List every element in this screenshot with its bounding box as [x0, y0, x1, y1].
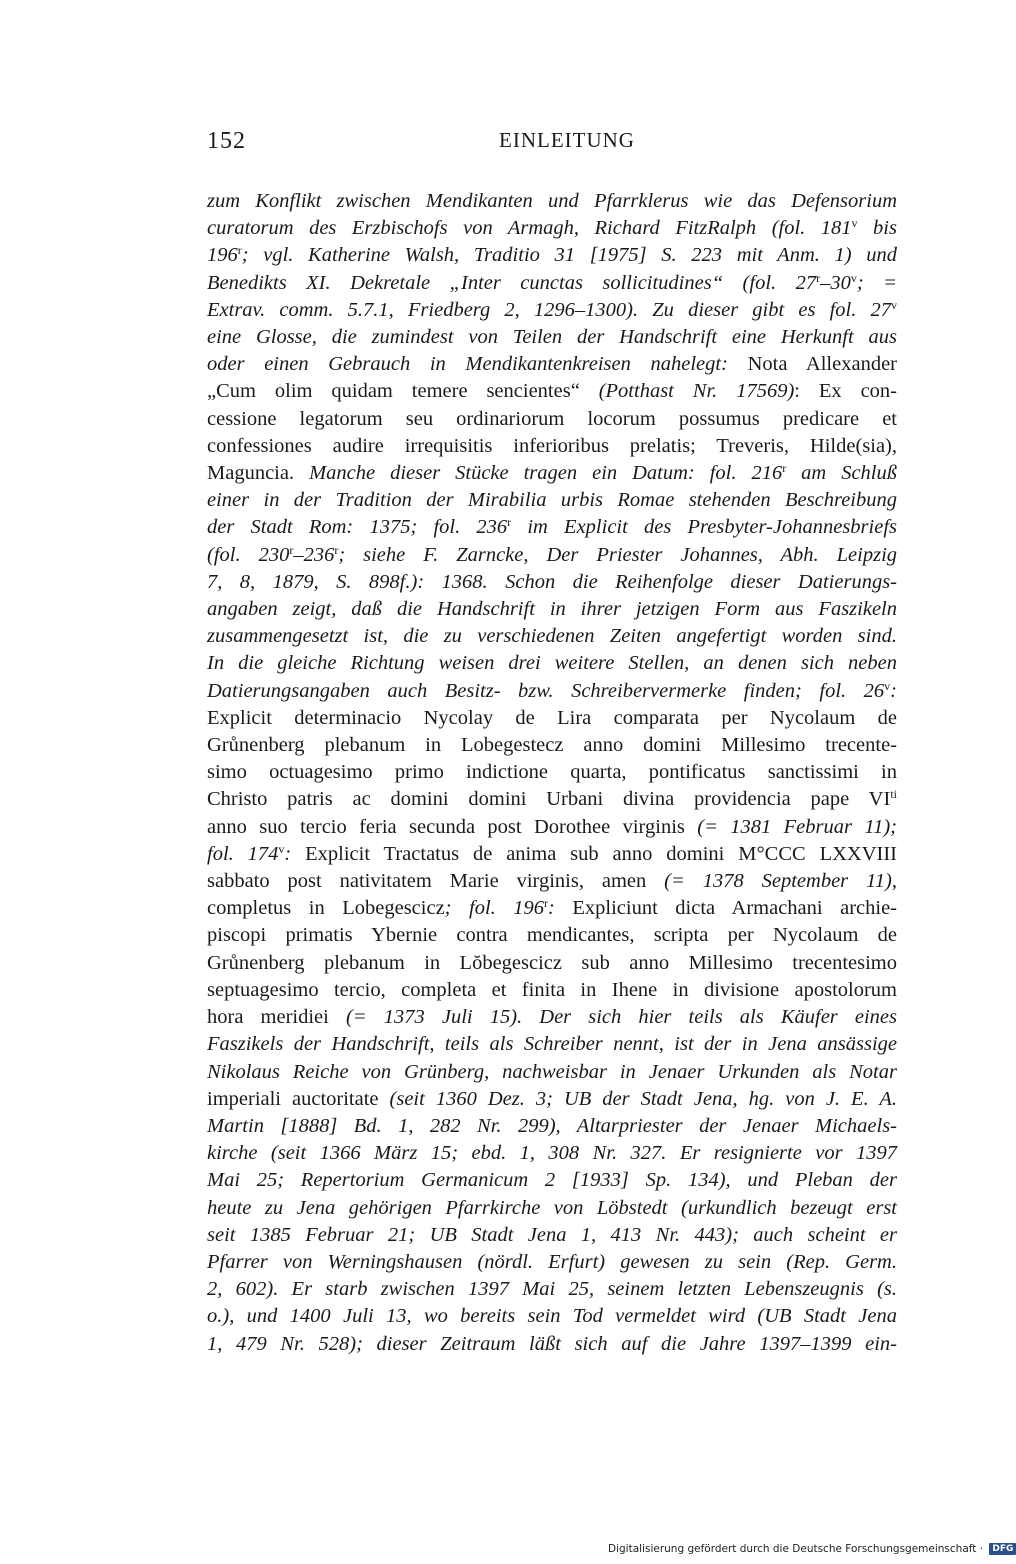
- text-line: [207, 1331, 897, 1358]
- text-segment: 7, 8, 1879, S. 898f.): 1368. Schon die Reihenfolge dieser Datierungs-: [207, 570, 897, 593]
- text-segment: (= 1373 Juli 15). Der sich hier teils als Käufer eines: [345, 1006, 898, 1029]
- text-segment: der Stadt Rom: 1375; fol. 236: [207, 516, 508, 539]
- page-header: [207, 128, 897, 162]
- text-line: [207, 705, 897, 732]
- text-line: [207, 950, 897, 977]
- text-segment: heute zu Jena gehörigen Pfarrkirche von Löbstedt (urkundlich bezeugt erst: [207, 1196, 897, 1219]
- text-segment: Expliciunt dicta Armachani archie-: [572, 897, 898, 920]
- text-segment: Nikolaus Reiche von Grünberg, nachweisbar in Jenaer Urkunden als Notar: [207, 1060, 897, 1083]
- text-segment: (= 1378 September 11),: [664, 870, 897, 893]
- text-line: [207, 596, 897, 623]
- text-line: [207, 1195, 897, 1222]
- text-line: [207, 1031, 897, 1058]
- text-line: [207, 922, 897, 949]
- text-line: [207, 351, 897, 378]
- text-line: [207, 732, 897, 759]
- superscript: r: [782, 461, 787, 476]
- text-segment: curatorum des Erzbischofs von Armagh, Richard FitzRalph (fol. 181: [207, 217, 852, 240]
- superscript: r: [816, 270, 821, 285]
- text-segment: zum Konflikt zwischen Mendikanten und Pfarrklerus wie das Defensorium: [207, 190, 897, 212]
- text-segment: : Ex con-: [794, 380, 897, 403]
- text-segment: anno suo tercio feria secunda post Dorothee virginis: [207, 815, 698, 838]
- text-segment: ; vgl. Katherine Walsh, Traditio 31 [1975] S. 223 mit Anm. 1) und: [241, 244, 897, 267]
- text-segment: am Schluß: [786, 462, 897, 485]
- body-text: [207, 188, 897, 1358]
- text-segment: –236: [293, 543, 335, 566]
- text-line: [207, 324, 897, 351]
- text-segment: septuagesimo tercio, completa et finita in Ihene in divisione apostolorum: [207, 978, 897, 1001]
- text-segment: einer in der Tradition der Mirabilia urbis Romae stehenden Beschreibung: [207, 489, 897, 512]
- text-line: [207, 814, 897, 841]
- superscript: v: [891, 297, 897, 312]
- text-segment: imperiali auctoritate: [207, 1087, 390, 1110]
- text-segment: zusammengesetzt ist, die zu verschiedenen Zeiten angefertigt worden sind.: [207, 625, 897, 648]
- text-line: [207, 786, 897, 813]
- text-line: [207, 297, 897, 324]
- superscript: r: [544, 896, 549, 911]
- text-line: [207, 569, 897, 596]
- text-segment: (Potthast Nr. 17569): [598, 380, 795, 403]
- text-segment: Christo patris ac domini domini Urbani divina providencia pape VI: [207, 788, 891, 811]
- text-line: [207, 378, 897, 405]
- text-segment: :: [284, 842, 306, 865]
- text-segment: Martin [1888] Bd. 1, 282 Nr. 299), Altarpriester der Jenaer Michaels-: [207, 1114, 897, 1137]
- text-line: [207, 1249, 897, 1276]
- footer-credit: [608, 1543, 1016, 1555]
- text-segment: o.), und 1400 Juli 13, wo bereits sein Tod vermeldet wird (UB Stadt Jena: [207, 1305, 897, 1328]
- text-segment: confessiones audire irrequisitis inferioribus prelatis; Treveris, Hilde(sia),: [207, 434, 897, 457]
- superscript: v: [884, 678, 891, 693]
- text-line: [207, 1086, 897, 1113]
- text-line: [207, 868, 897, 895]
- text-segment: 1, 479 Nr. 528); dieser Zeitraum läßt sich auf die Jahre 1397–1399 ein-: [207, 1332, 897, 1355]
- text-segment: In die gleiche Richtung weisen drei weitere Stellen, an denen sich neben: [207, 652, 897, 675]
- page-number: 152: [207, 128, 246, 154]
- text-segment: Nota Allexander: [747, 353, 897, 376]
- text-segment: Grůnenberg plebanum in Lŏbegescicz sub anno Millesimo trecentesimo: [207, 951, 897, 974]
- text-segment: :: [890, 679, 897, 702]
- superscript: v: [851, 216, 858, 231]
- text-segment: Grůnenberg plebanum in Lobegestecz anno domini Millesimo trecente-: [207, 734, 897, 757]
- text-line: [207, 977, 897, 1004]
- text-segment: Pfarrer von Werningshausen (nördl. Erfurt) gewesen zu sein (Rep. Germ.: [207, 1250, 897, 1273]
- text-line: [207, 1113, 897, 1140]
- text-segment: 2, 602). Er starb zwischen 1397 Mai 25, seinem letzten Lebenszeugnis (s.: [207, 1278, 897, 1301]
- text-segment: Faszikels der Handschrift, teils als Schreiber nennt, ist der in Jena ansässige: [207, 1033, 897, 1056]
- text-line: [207, 1140, 897, 1167]
- text-line: [207, 1059, 897, 1086]
- text-segment: Explicit Tractatus de anima sub anno domini M°CCC LXXVIII: [305, 842, 897, 865]
- text-line: [207, 1276, 897, 1303]
- text-line: [207, 514, 897, 541]
- text-segment: ; siehe F. Zarncke, Der Priester Johannes, Abh. Leipzig: [338, 543, 898, 566]
- text-line: [207, 841, 897, 868]
- superscript: ti: [890, 787, 897, 802]
- text-segment: –30: [820, 271, 851, 294]
- text-segment: (= 1381 Februar 11);: [697, 815, 897, 838]
- superscript: v: [278, 841, 285, 856]
- text-segment: Datierungsangaben auch Besitz- bzw. Schreibervermerke finden; fol. 26: [207, 679, 885, 702]
- superscript: r: [237, 243, 242, 258]
- text-line: [207, 623, 897, 650]
- text-line: [207, 759, 897, 786]
- footer-text: Digitalisierung gefördert durch die Deutsche Forschungsgemeinschaft ·: [608, 1543, 984, 1555]
- text-line: [207, 650, 897, 677]
- text-segment: :: [548, 897, 573, 920]
- text-line: [207, 1222, 897, 1249]
- text-line: [207, 188, 897, 215]
- text-line: [207, 1167, 897, 1194]
- text-segment: Benedikts XI. Dekretale „Inter cunctas sollicitudines“ (fol. 27: [207, 271, 817, 294]
- text-segment: fol. 174: [207, 842, 279, 865]
- text-line: [207, 1303, 897, 1330]
- text-segment: Explicit determinacio Nycolay de Lira comparata per Nycolaum de: [207, 706, 897, 729]
- text-line: [207, 895, 897, 922]
- text-segment: piscopi primatis Ybernie contra mendicantes, scripta per Nycolaum de: [207, 924, 897, 947]
- text-segment: Maguncia.: [207, 462, 310, 485]
- text-segment: 196: [207, 244, 238, 267]
- text-line: [207, 406, 897, 433]
- text-segment: Mai 25; Repertorium Germanicum 2 [1933] Sp. 134), und Pleban der: [207, 1169, 897, 1192]
- text-line: [207, 215, 897, 242]
- text-segment: (seit 1360 Dez. 3; UB der Stadt Jena, hg. von J. E. A.: [389, 1087, 897, 1110]
- text-segment: sabbato post nativitatem Marie virginis, amen: [207, 870, 665, 893]
- text-segment: completus in Lobegescicz: [207, 897, 445, 920]
- text-line: [207, 1004, 897, 1031]
- superscript: r: [289, 542, 294, 557]
- superscript: r: [507, 515, 512, 530]
- text-segment: simo octuagesimo primo indictione quarta, pontificatus sanctissimi in: [207, 761, 897, 784]
- text-segment: oder einen Gebrauch in Mendikantenkreisen nahelegt:: [207, 353, 748, 376]
- text-segment: (fol. 230: [207, 543, 290, 566]
- text-segment: angaben zeigt, daß die Handschrift in ihrer jetzigen Form aus Faszikeln: [207, 598, 897, 621]
- text-segment: seit 1385 Februar 21; UB Stadt Jena 1, 413 Nr. 443); auch scheint er: [207, 1223, 897, 1246]
- text-segment: kirche (seit 1366 März 15; ebd. 1, 308 Nr. 327. Er resignierte vor 1397: [207, 1142, 897, 1165]
- superscript: v: [850, 270, 857, 285]
- text-line: [207, 460, 897, 487]
- text-segment: ; =: [856, 271, 897, 294]
- text-line: [207, 487, 897, 514]
- text-segment: ; fol. 196: [444, 897, 545, 920]
- text-segment: „Cum olim quidam temere sencientes“: [207, 380, 599, 403]
- text-segment: hora meridiei: [207, 1006, 346, 1029]
- text-segment: bis: [857, 217, 897, 240]
- text-segment: Manche dieser Stücke tragen ein Datum: fol. 216: [309, 462, 783, 485]
- text-segment: eine Glosse, die zumindest von Teilen der Handschrift eine Herkunft aus: [207, 326, 897, 349]
- text-segment: Extrav. comm. 5.7.1, Friedberg 2, 1296–1300). Zu dieser gibt es fol. 27: [207, 298, 891, 321]
- text-line: [207, 242, 897, 269]
- text-line: [207, 678, 897, 705]
- running-title: EINLEITUNG: [499, 128, 635, 152]
- dfg-logo-icon: DFG: [989, 1543, 1016, 1555]
- text-line: [207, 270, 897, 297]
- text-segment: cessione legatorum seu ordinariorum locorum possumus predicare et: [207, 407, 897, 430]
- text-line: [207, 542, 897, 569]
- superscript: r: [334, 542, 339, 557]
- text-line: [207, 433, 897, 460]
- text-segment: im Explicit des Presbyter-Johannesbriefs: [511, 516, 897, 539]
